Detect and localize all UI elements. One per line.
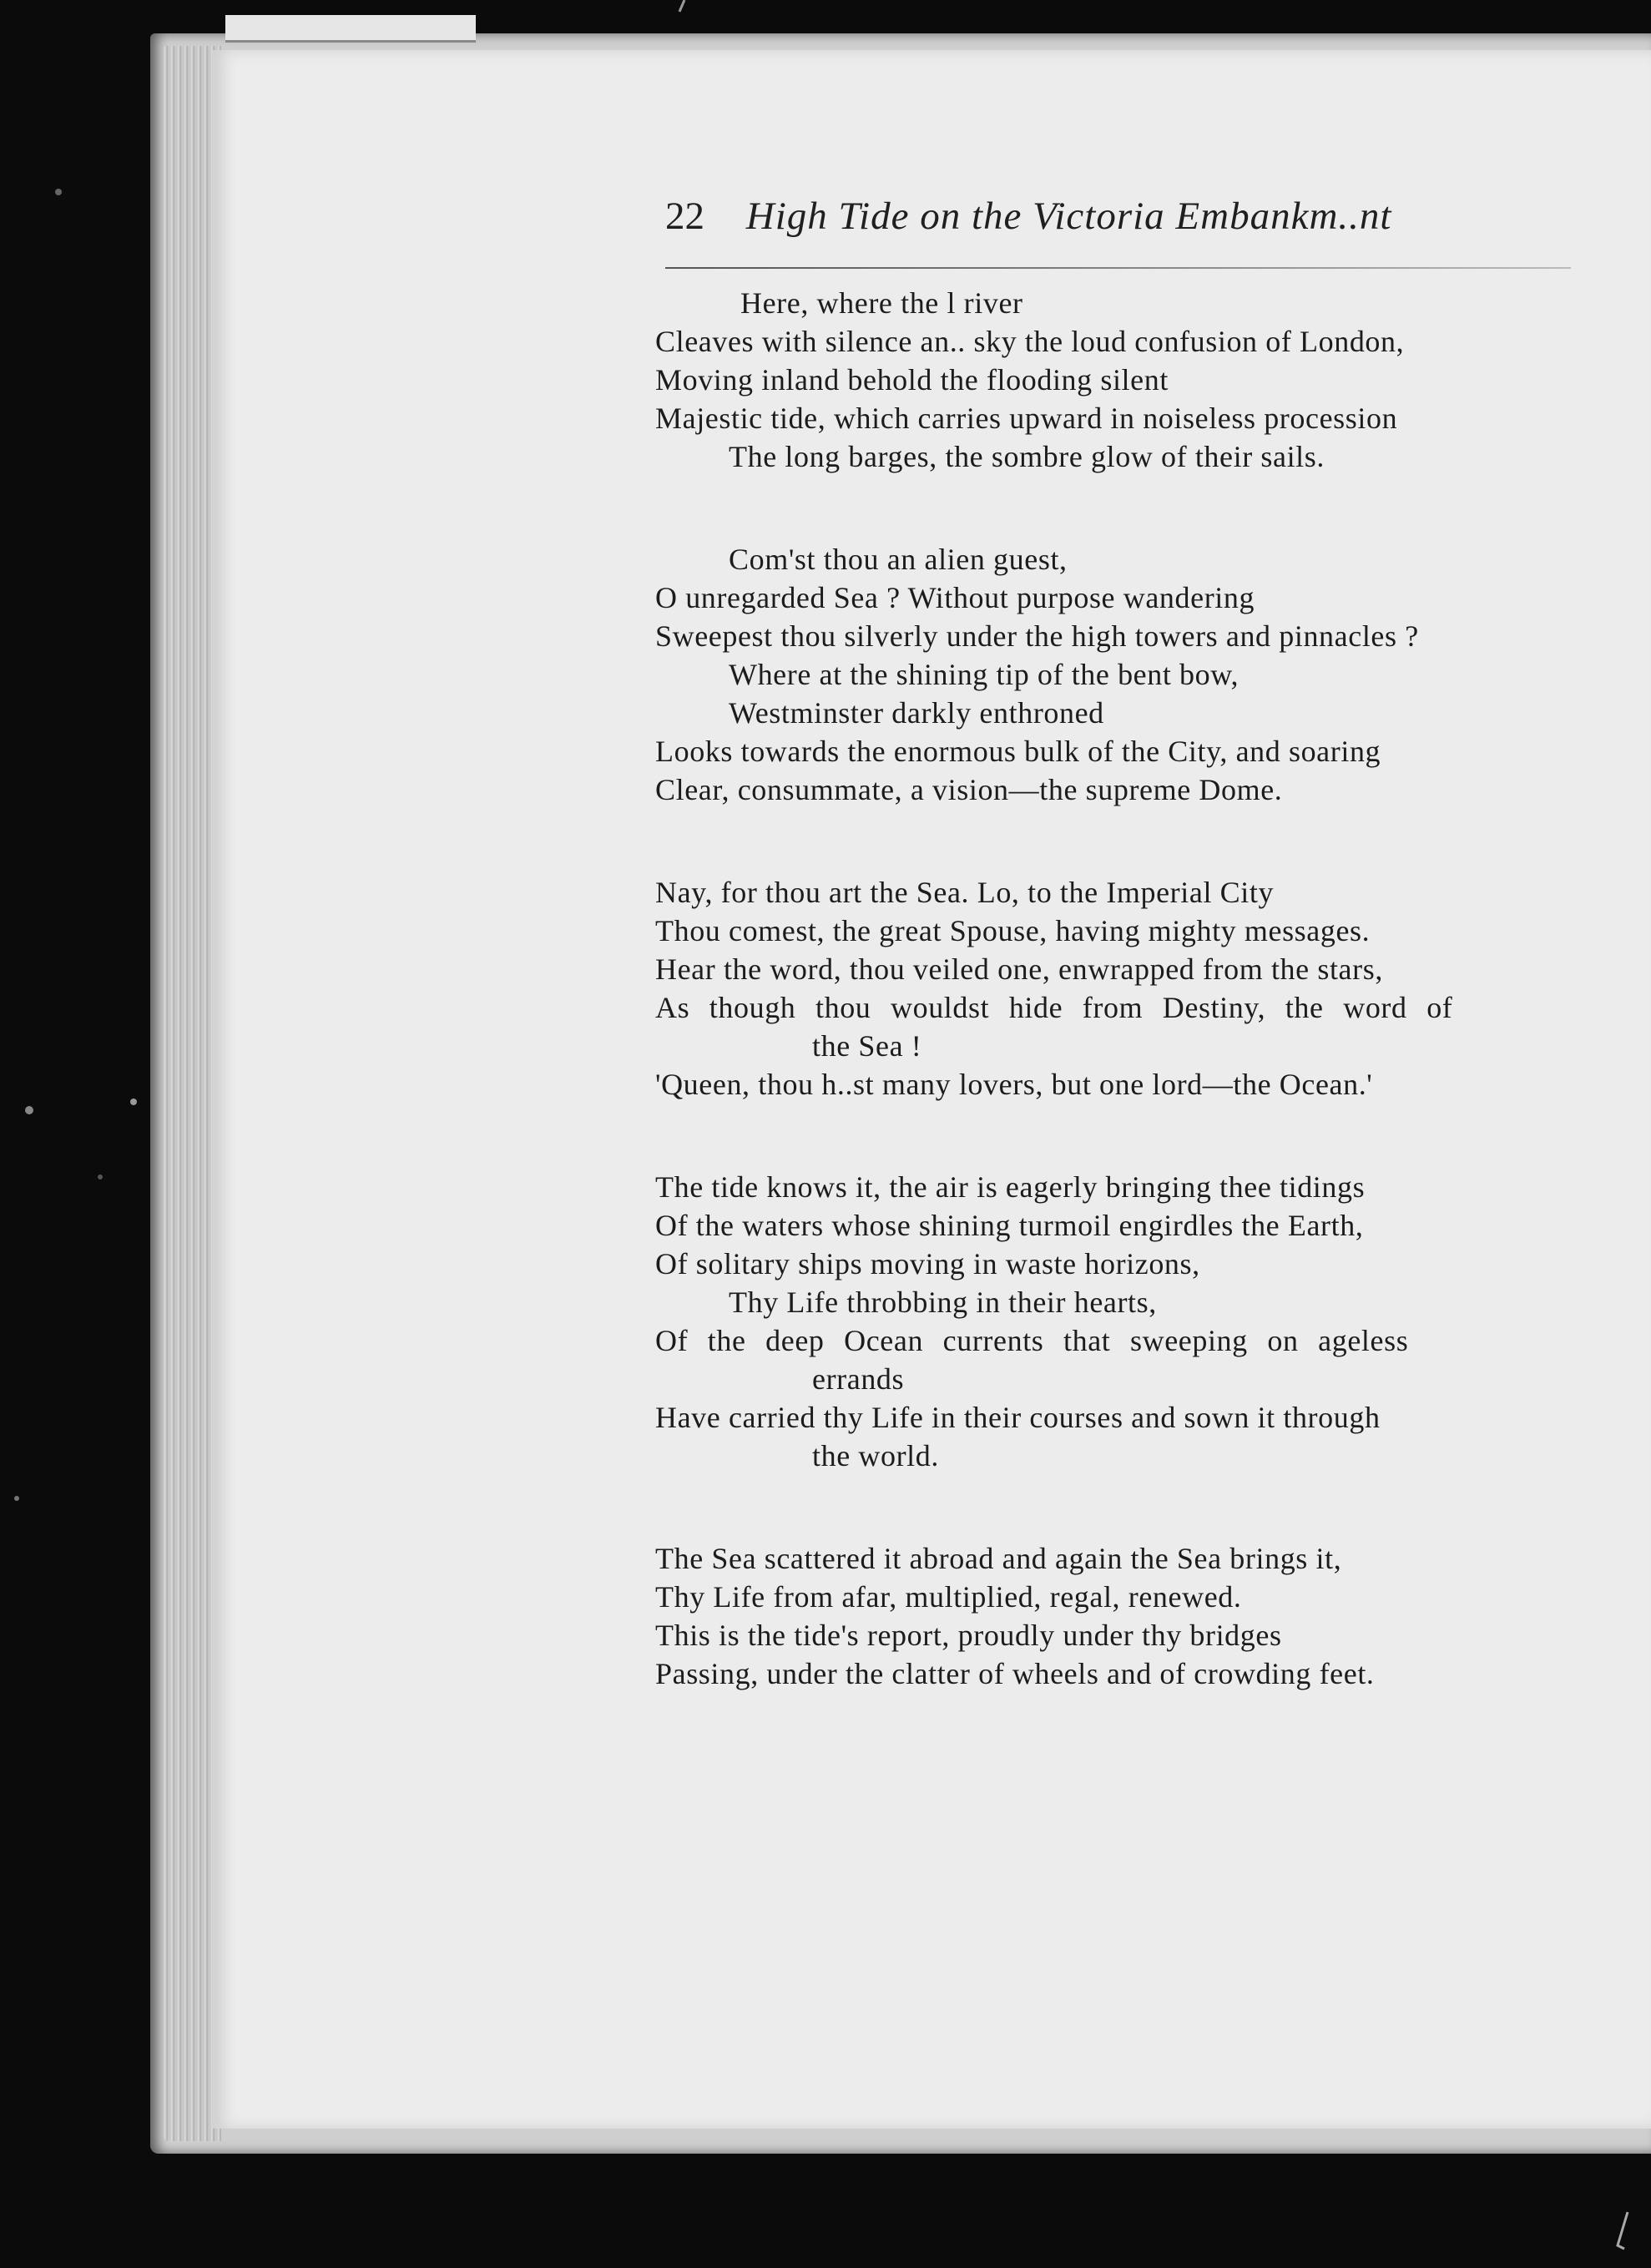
- poem-line: Looks towards the enormous bulk of the City, and soaring: [655, 735, 1381, 768]
- poem-line: errands: [812, 1362, 905, 1396]
- poem-line: The long barges, the sombre glow of their sails.: [729, 440, 1325, 473]
- poem-line: Westminster darkly enthroned: [729, 696, 1104, 730]
- poem-body: [655, 284, 1598, 1757]
- poem-line: the world.: [812, 1439, 939, 1472]
- page-top-edge: [225, 15, 476, 43]
- poem-line: Sweepest thou silverly under the high towers and pinnacles ?: [655, 619, 1419, 653]
- header-rule: [665, 267, 1571, 269]
- stanza-1: [655, 284, 1598, 476]
- poem-line: the Sea !: [812, 1029, 922, 1063]
- poem-line: Moving inland behold the flooding silent: [655, 363, 1169, 397]
- poem-line: As though thou wouldst hide from Destiny, the word of: [655, 991, 1453, 1024]
- poem-line: Here, where the l river: [740, 286, 1023, 320]
- stanza-3: [655, 873, 1598, 1104]
- page-header: [665, 194, 1583, 252]
- poem-line: Have carried thy Life in their courses and sown it through: [655, 1401, 1381, 1434]
- stanza-4: [655, 1168, 1598, 1475]
- page-number: 22: [665, 194, 704, 238]
- poem-line: This is the tide's report, proudly under thy bridges: [655, 1619, 1282, 1652]
- poem-line: Of the waters whose shining turmoil engirdles the Earth,: [655, 1209, 1364, 1242]
- running-title: High Tide on the Victoria Embankm..nt: [745, 194, 1392, 238]
- poem-line: O unregarded Sea ? Without purpose wandering: [655, 581, 1255, 614]
- poem-line: 'Queen, thou h..st many lovers, but one lord—the Ocean.': [655, 1068, 1373, 1101]
- poem-line: Where at the shining tip of the bent bow,: [729, 658, 1240, 691]
- poem-line: The Sea scattered it abroad and again the Sea brings it,: [655, 1542, 1342, 1575]
- poem-line: Passing, under the clatter of wheels and of crowding feet.: [655, 1657, 1375, 1690]
- poem-line: Thou comest, the great Spouse, having mighty messages.: [655, 914, 1371, 947]
- poem-line: Of the deep Ocean currents that sweeping on ageless: [655, 1324, 1409, 1357]
- poem-line: Thy Life from afar, multiplied, regal, renewed.: [655, 1580, 1242, 1614]
- poem-line: Clear, consummate, a vision—the supreme Dome.: [655, 773, 1283, 806]
- poem-line: Majestic tide, which carries upward in noiseless procession: [655, 402, 1398, 435]
- stanza-5: [655, 1539, 1598, 1693]
- stanza-2: [655, 540, 1598, 809]
- poem-line: Thy Life throbbing in their hearts,: [729, 1286, 1157, 1319]
- poem-line: Hear the word, thou veiled one, enwrapped from the stars,: [655, 952, 1383, 986]
- poem-line: The tide knows it, the air is eagerly bringing thee tidings: [655, 1170, 1366, 1204]
- poem-line: Of solitary ships moving in waste horizons,: [655, 1247, 1200, 1280]
- poem-line: Cleaves with silence an.. sky the loud confusion of London,: [655, 325, 1405, 358]
- poem-line: Nay, for thou art the Sea. Lo, to the Imperial City: [655, 876, 1275, 909]
- poem-line: Com'st thou an alien guest,: [729, 543, 1068, 576]
